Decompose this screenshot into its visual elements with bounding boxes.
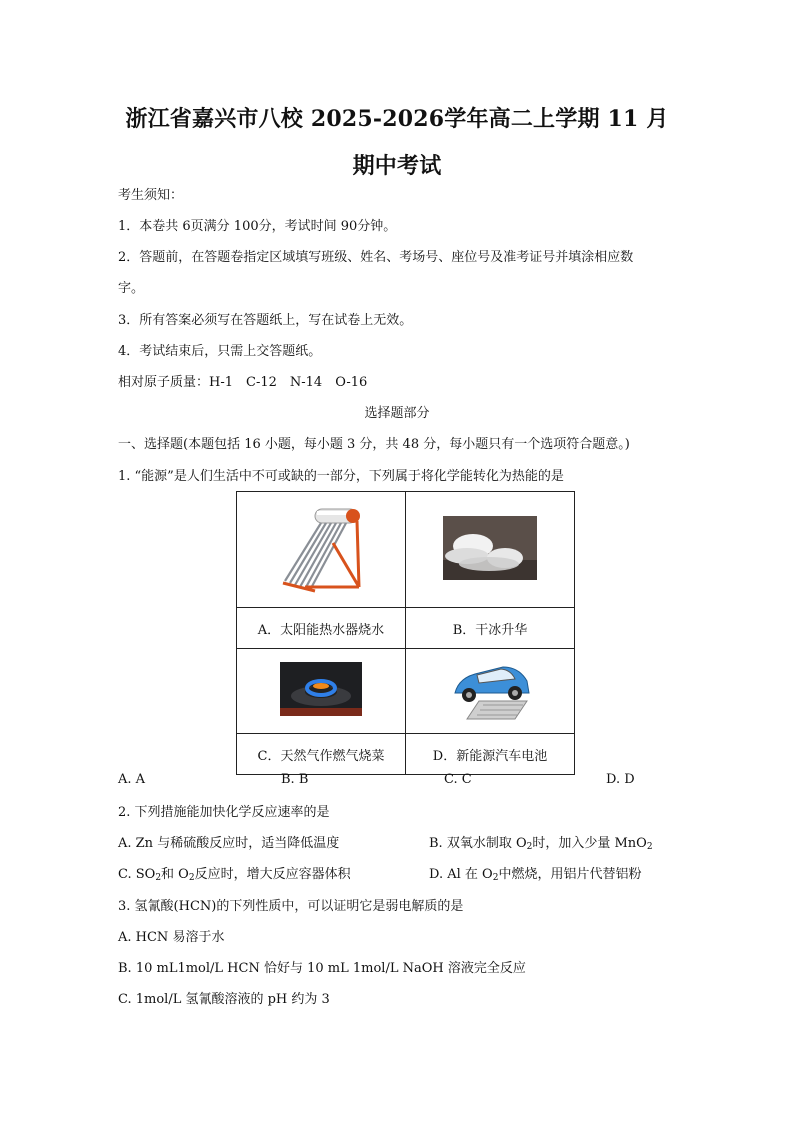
q2-option-a: A. Zn 与稀硫酸反应时，适当降低温度 bbox=[118, 836, 340, 851]
q1-option-b: B. B bbox=[281, 772, 309, 787]
electric-car-battery-icon bbox=[449, 657, 531, 721]
notice-item-3: 3．所有答案必须写在答题纸上，写在试卷上无效。 bbox=[118, 313, 413, 328]
notice-item-4: 4．考试结束后，只需上交答题纸。 bbox=[118, 344, 322, 359]
q2-stem: 2. 下列措施能加快化学反应速率的是 bbox=[118, 805, 330, 820]
q3-stem: 3. 氢氰酸(HCN)的下列性质中，可以证明它是弱电解质的是 bbox=[118, 899, 464, 914]
q3-option-c: C. 1mol/L 氢氰酸溶液的 pH 约为 3 bbox=[118, 992, 330, 1007]
q1-cell-c-label: C．天然气作燃气烧菜 bbox=[237, 734, 406, 775]
q1-cell-b-label: B．干冰升华 bbox=[406, 608, 575, 649]
gas-stove-flame-icon bbox=[280, 662, 362, 716]
q1-options bbox=[118, 772, 678, 790]
solar-water-heater-icon bbox=[275, 503, 367, 593]
q3-option-a: A. HCN 易溶于水 bbox=[118, 930, 225, 945]
q2-option-d: D. Al 在 $O_2$中燃烧，用铝片代替铝粉 bbox=[429, 867, 642, 883]
notice-item-2: 2．答题前，在答题卷指定区域填写班级、姓名、考场号、座位号及准考证号并填涂相应数 bbox=[118, 250, 634, 265]
q2-option-b: B. 双氧水制取 $O_2$时，加入少量 MnO$_2$ bbox=[429, 836, 653, 852]
atomic-mass: 相对原子质量：H-1 C-12 N-14 O-16 bbox=[118, 375, 368, 390]
q1-cell-c-image bbox=[237, 649, 406, 734]
q1-cell-b-image bbox=[406, 492, 575, 608]
q1-option-c: C. C bbox=[444, 772, 472, 787]
q1-stem: 1. “能源”是人们生活中不可或缺的一部分，下列属于将化学能转化为热能的是 bbox=[118, 469, 564, 484]
dry-ice-fog-icon bbox=[443, 516, 537, 580]
q1-option-a: A. A bbox=[118, 772, 146, 787]
q1-cell-d-image bbox=[406, 649, 575, 734]
section-intro: 一、选择题(本题包括 16 小题，每小题 3 分，共 48 分，每小题只有一个选项符合题意。) bbox=[118, 437, 630, 452]
q1-cell-a-label: A．太阳能热水器烧水 bbox=[237, 608, 406, 649]
q1-option-table bbox=[236, 491, 575, 775]
section-title: 选择题部分 bbox=[364, 406, 430, 421]
q1-cell-a-image bbox=[237, 492, 406, 608]
notice-heading: 考生须知： bbox=[118, 188, 184, 203]
q3-option-b: B. 10 mL1mol/L HCN 恰好与 10 mL 1mol/L NaOH 溶液完全反应 bbox=[118, 961, 526, 976]
q2-option-c: C. $SO_2$和 $O_2$反应时，增大反应容器体积 bbox=[118, 867, 351, 883]
notice-item-1: 1．本卷共 6页满分 100分，考试时间 90分钟。 bbox=[118, 219, 397, 234]
q1-option-d: D. D bbox=[606, 772, 635, 787]
exam-title: 浙江省嘉兴市八校 2025-2026学年高二上学期 11 月期中考试 bbox=[125, 106, 669, 179]
q1-cell-d-label: D．新能源汽车电池 bbox=[406, 734, 575, 775]
notice-item-2-cont: 字。 bbox=[118, 281, 145, 296]
